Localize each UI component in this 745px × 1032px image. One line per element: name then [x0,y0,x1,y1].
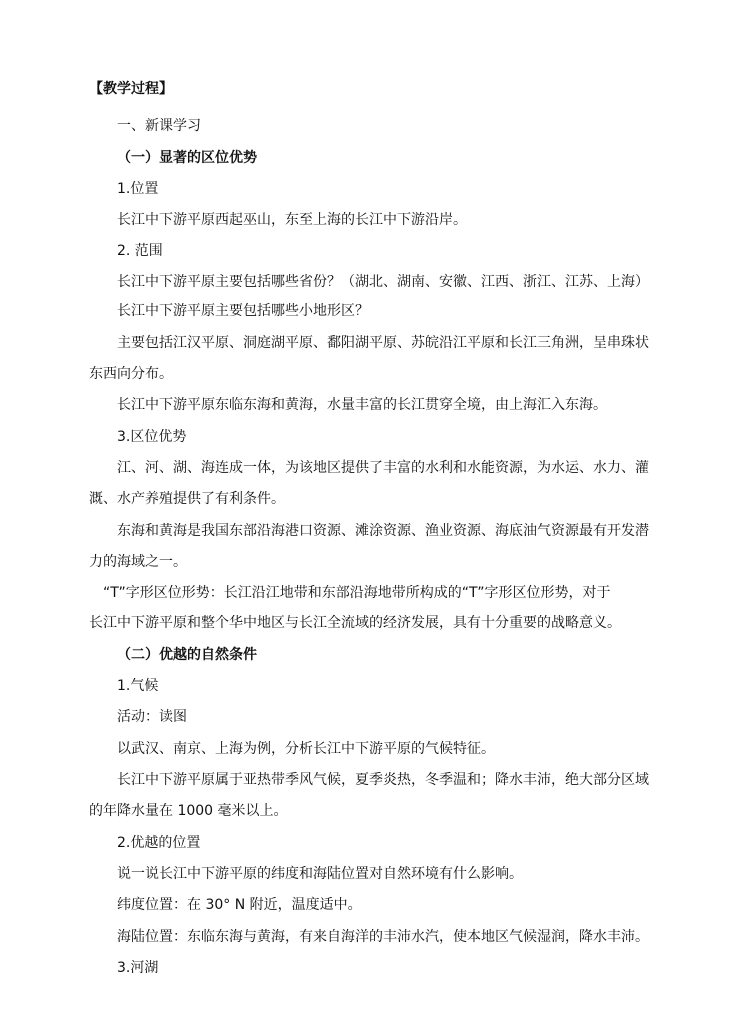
paragraph-line: 长江中下游平原属于亚热带季风气候，夏季炎热，冬季温和；降水丰沛，绝大部分区域 [117,772,649,788]
paragraph-line: 的年降水量在 1000 毫米以上。 [89,803,288,819]
item-heading: 3.区位优势 [117,429,187,445]
paragraph-line: 长江中下游平原东临东海和黄海，水量丰富的长江贯穿全境，由上海汇入东海。 [117,397,607,413]
subsection-heading: （一）显著的区位优势 [117,150,257,166]
section-heading: 【教学过程】 [89,81,173,97]
paragraph-line: 海陆位置：东临东海与黄海，有来自海洋的丰沛水汽，使本地区气候湿润，降水丰沛。 [117,929,649,945]
paragraph-line: 长江中下游平原和整个华中地区与长江全流域的经济发展，具有十分重要的战略意义。 [89,615,621,631]
paragraph-line: 长江中下游平原主要包括哪些小地形区？ [117,303,369,319]
paragraph-line: “T”字形区位形势：长江沿江地带和东部沿海地带所构成的“T”字形区位形势，对于 [103,585,611,601]
paragraph-line: 溉、水产养殖提供了有利条件。 [89,491,285,507]
paragraph-line: 活动：读图 [117,709,187,725]
paragraph-line: 东海和黄海是我国东部沿海港口资源、滩涂资源、渔业资源、海底油气资源最有开发潜 [117,523,649,539]
paragraph-line: 东西向分布。 [89,366,173,382]
item-heading: 3.河湖 [117,960,159,976]
item-heading: 1.气候 [117,678,159,694]
subsection-heading: （二）优越的自然条件 [117,647,257,663]
item-heading: 2.优越的位置 [117,835,201,851]
paragraph-line: 江、河、湖、海连成一体，为该地区提供了丰富的水利和水能资源，为水运、水力、灌 [117,460,649,476]
paragraph-line: 以武汉、南京、上海为例，分析长江中下游平原的气候特征。 [117,741,495,757]
item-heading: 2. 范围 [117,243,163,259]
item-heading: 1.位置 [117,181,159,197]
paragraph-line: 力的海域之一。 [89,554,187,570]
paragraph-line: 长江中下游平原主要包括哪些省份？（湖北、湖南、安徽、江西、浙江、江苏、上海） [117,274,649,290]
part-heading: 一、新课学习 [117,118,201,134]
paragraph-line: 说一说长江中下游平原的纬度和海陆位置对自然环境有什么影响。 [117,866,523,882]
paragraph-line: 长江中下游平原西起巫山，东至上海的长江中下游沿岸。 [117,212,467,228]
paragraph-line: 主要包括江汉平原、洞庭湖平原、鄱阳湖平原、苏皖沿江平原和长江三角洲，呈串珠状 [117,335,649,351]
paragraph-line: 纬度位置：在 30° N 附近，温度适中。 [117,897,362,913]
